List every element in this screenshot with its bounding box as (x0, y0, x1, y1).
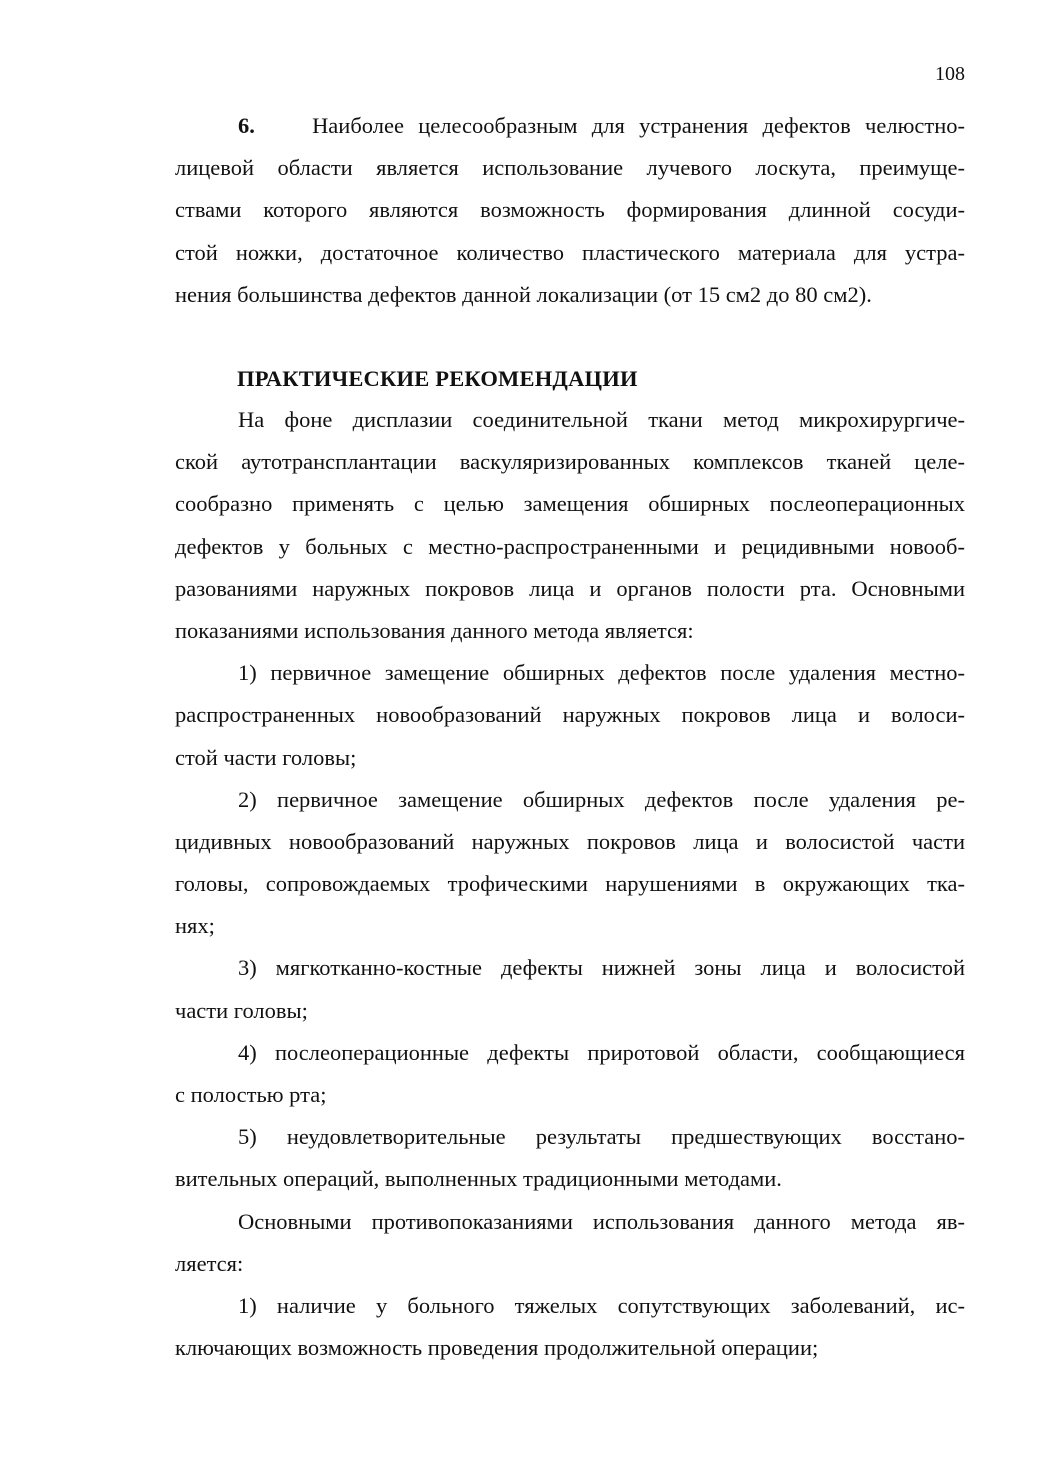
paragraph-line: стой ножки, достаточное количество пластического материала для устра- (175, 239, 965, 265)
paragraph-line: цидивных новообразований наружных покровов лица и волосистой части (175, 828, 965, 854)
contraindications-intro (175, 1201, 965, 1285)
paragraph-line: нения большинства дефектов данной локализации (от 15 см2 до 80 см2). (175, 281, 872, 307)
paragraph-line: стой части головы; (175, 744, 357, 770)
paragraph-line: распространенных новообразований наружных покровов лица и волоси- (175, 702, 965, 728)
paragraph-line: лицевой области является использование лучевого лоскута, преимуще- (175, 155, 965, 181)
paragraph-line: 1) первичное замещение обширных дефектов после удаления местно- (238, 660, 965, 686)
paragraph-line: 2) первичное замещение обширных дефектов после удаления ре- (238, 786, 965, 812)
indication-item-5 (175, 1116, 965, 1200)
paragraph-line: части головы; (175, 997, 308, 1023)
intro-paragraph (175, 399, 965, 652)
paragraph-line: ключающих возможность проведения продолжительной операции; (175, 1335, 819, 1361)
line-text: Наиболее целесообразным для устранения дефектов челюстно- (312, 113, 966, 138)
paragraph-line: с полостью рта; (175, 1082, 327, 1107)
indication-item-2 (175, 779, 965, 948)
paragraph-line: сообразно применять с целью замещения обширных послеоперационных (175, 491, 965, 517)
paragraph-line: разованиями наружных покровов лица и органов полости рта. Основными (175, 575, 965, 601)
indication-item-3 (175, 947, 965, 1031)
page-number: 108 (935, 63, 965, 85)
recommendations-body (175, 399, 965, 1369)
paragraph-line (175, 105, 965, 147)
indication-item-4 (175, 1032, 965, 1116)
paragraph-line: головы, сопровождаемых трофическими нарушениями в окружающих тка- (175, 871, 965, 897)
item-number: 6. (238, 113, 255, 138)
paragraph-line: 5) неудовлетворительные результаты предшествующих восстано- (238, 1124, 965, 1150)
contraindication-item-1 (175, 1285, 965, 1369)
conclusion-item-6 (175, 105, 965, 316)
paragraph-line: 4) послеоперационные дефекты приротовой области, сообщающиеся (238, 1039, 965, 1065)
paragraph-line: 1) наличие у больного тяжелых сопутствующих заболеваний, ис- (238, 1292, 965, 1318)
paragraph-line: показаниями использования данного метода является: (175, 617, 694, 643)
paragraph-line: На фоне дисплазии соединительной ткани метод микрохирургиче- (238, 407, 965, 432)
paragraph-line: ской аутотрансплантации васкуляризированных комплексов тканей целе- (175, 449, 965, 475)
section-heading: ПРАКТИЧЕСКИЕ РЕКОМЕНДАЦИИ (237, 366, 638, 391)
paragraph-line: дефектов у больных с местно-распространенными и рецидивными новооб- (175, 533, 965, 559)
paragraph-line: 3) мягкотканно-костные дефекты нижней зоны лица и волосистой (238, 955, 965, 981)
paragraph-line: ляется: (175, 1250, 244, 1276)
indication-item-1 (175, 652, 965, 779)
paragraph-line: ствами которого являются возможность формирования длинной сосуди- (175, 197, 965, 223)
paragraph-line: вительных операций, выполненных традиционными методами. (175, 1166, 782, 1192)
paragraph-line: нях; (175, 913, 215, 939)
paragraph-line: Основными противопоказаниями использования данного метода яв- (238, 1208, 965, 1234)
